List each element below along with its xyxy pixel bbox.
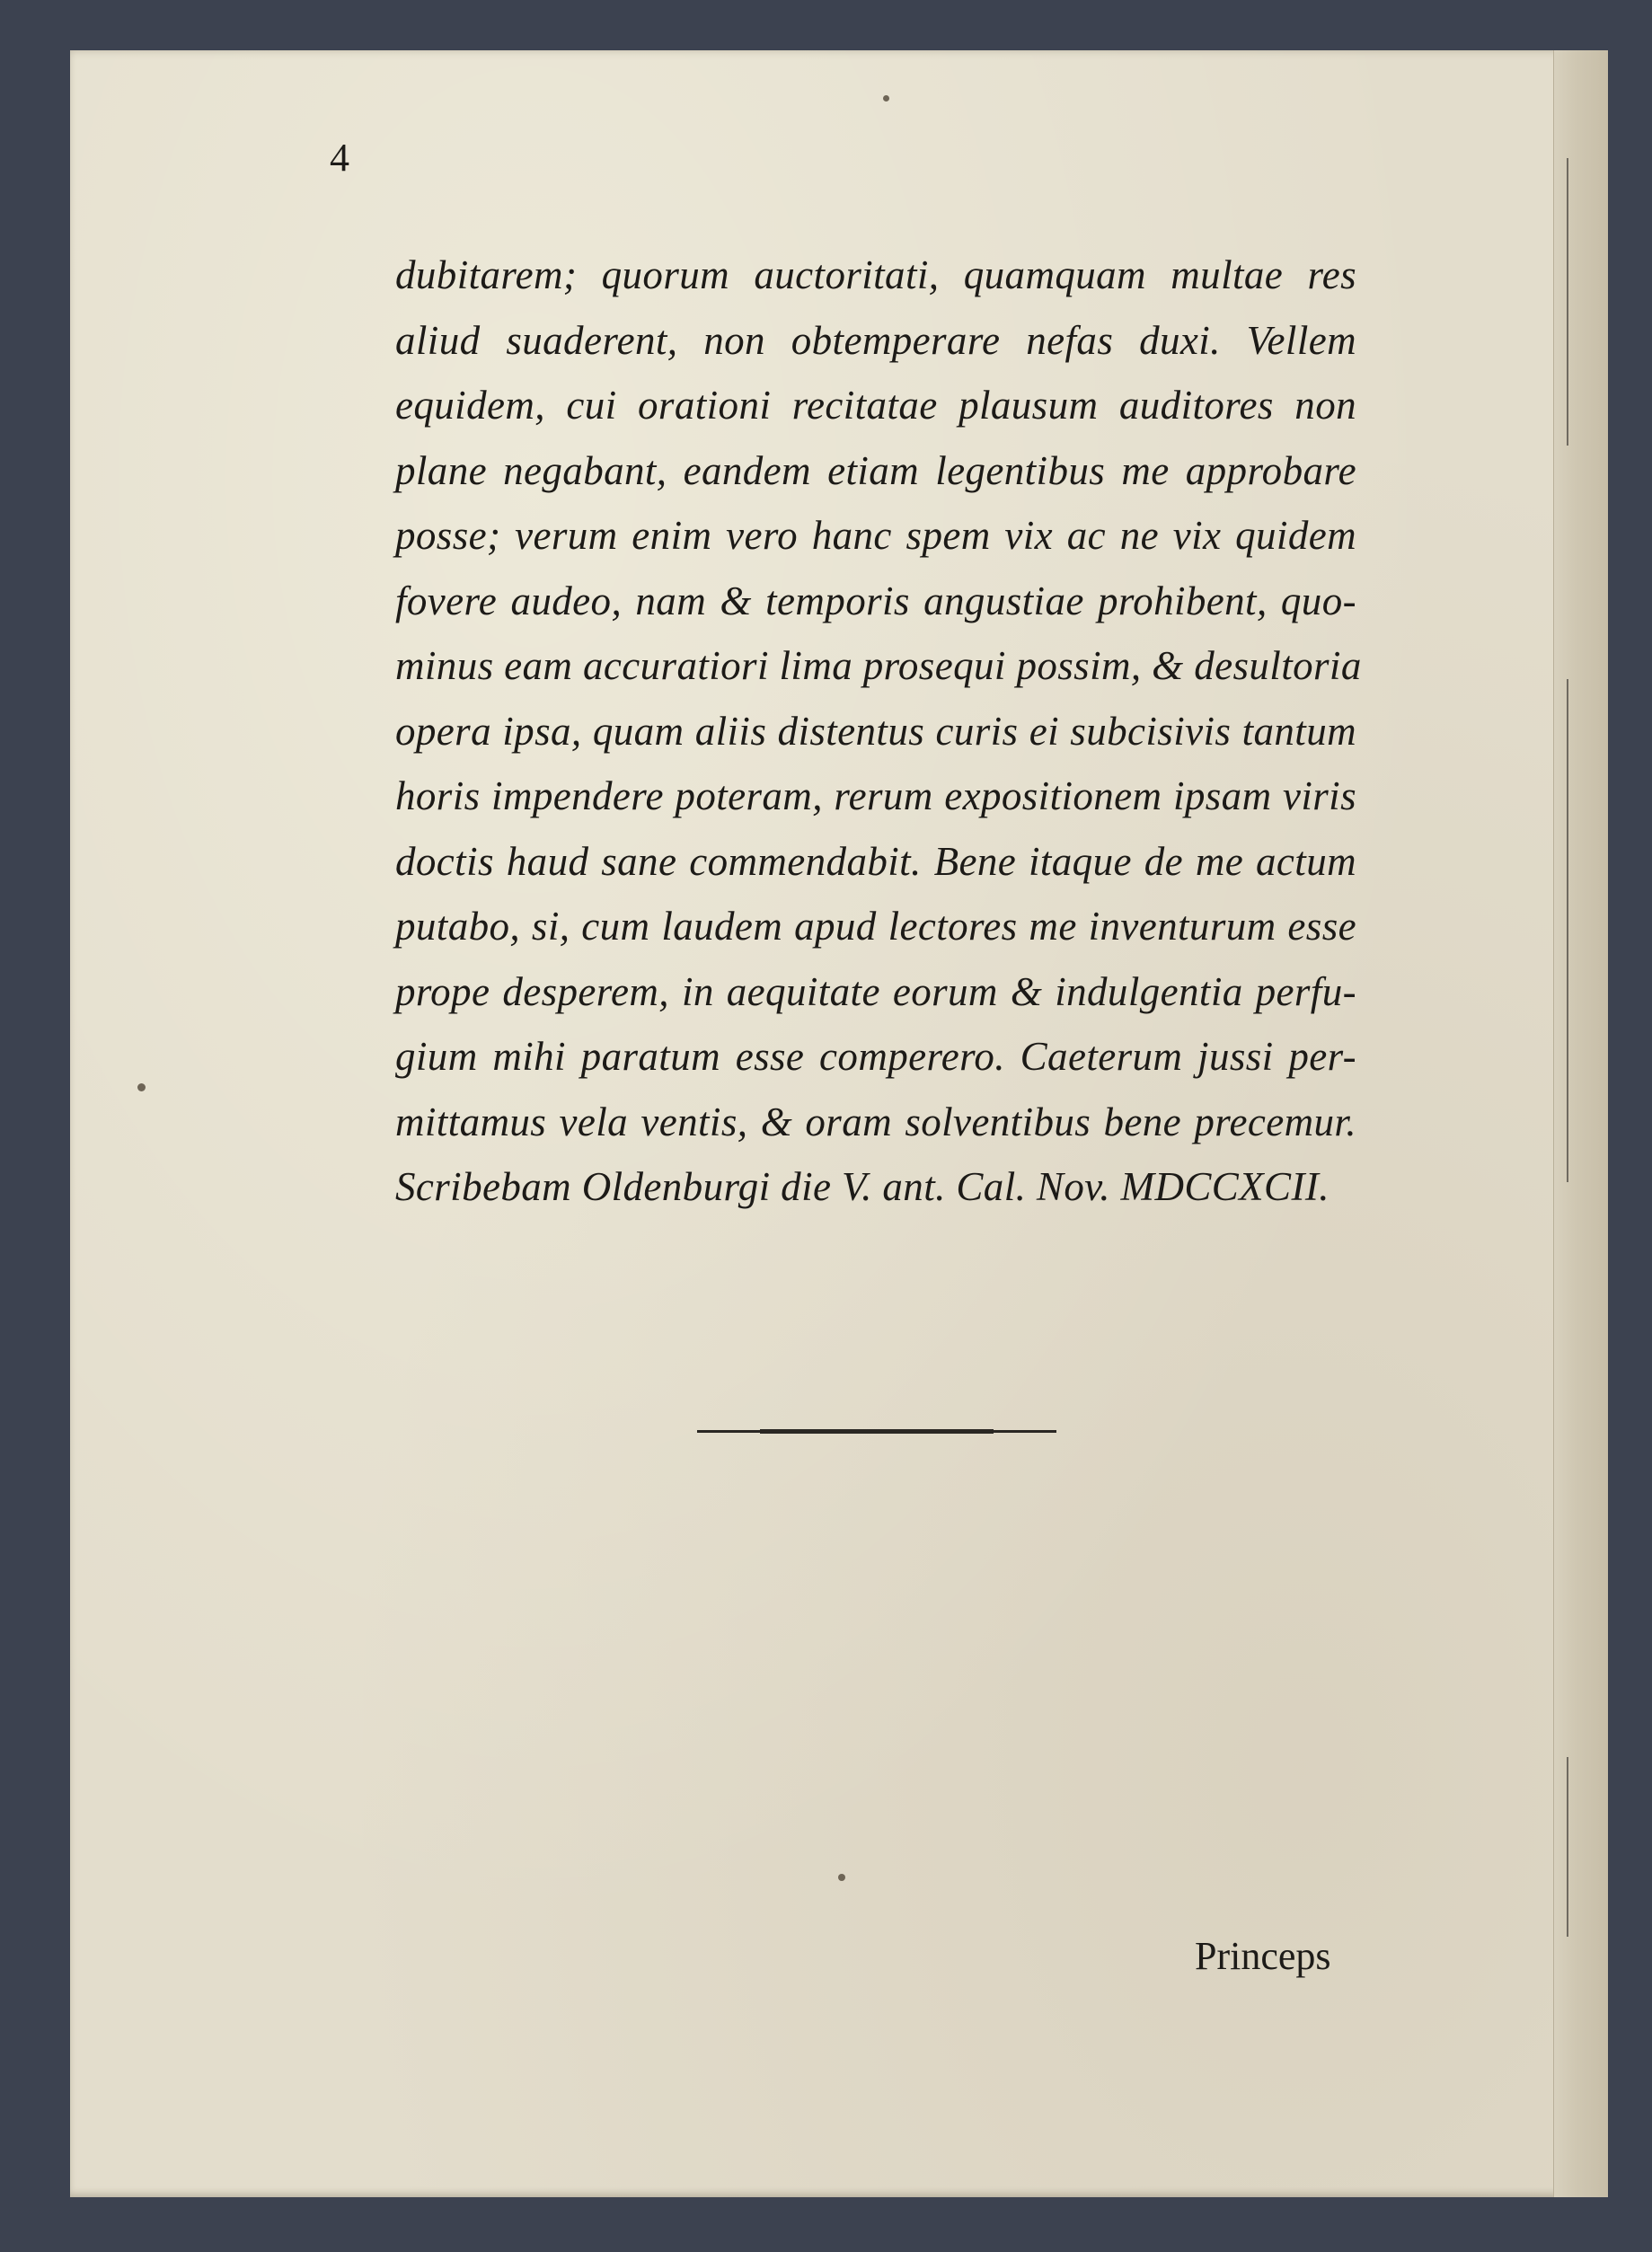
- text-line: Scribebam Oldenburgi die V. ant. Cal. Nov. MDCCXCII.: [395, 1164, 1330, 1209]
- text-line: aliud suaderent, non obtemperare nefas duxi. Vellem: [395, 317, 1356, 363]
- text-line: fovere audeo, nam & temporis angustiae prohibent, quo-: [395, 578, 1356, 623]
- text-line: prope desperem, in aequitate eorum & indulgentia perfu-: [395, 968, 1356, 1014]
- binding-stitch: [1567, 1757, 1568, 1937]
- text-line: plane negabant, eandem etiam legentibus me approbare: [395, 447, 1356, 493]
- text-line: putabo, si, cum laudem apud lectores me inventurum esse: [395, 904, 1356, 949]
- binding-stitch: [1567, 158, 1568, 446]
- text-line: mittamus vela ventis, & oram solventibus bene precemur.: [395, 1099, 1356, 1144]
- binding-stitch: [1567, 679, 1568, 1182]
- text-line: minus eam accuratiori lima prosequi possim, & desultoria: [395, 643, 1362, 688]
- catchword: Princeps: [1195, 1934, 1331, 1978]
- body-text: [395, 243, 1362, 1220]
- paper-speck: [883, 95, 889, 102]
- page-spine: [1553, 50, 1608, 2197]
- decorative-rule: [697, 1430, 1056, 1433]
- text-line: posse; verum enim vero hanc spem vix ac ne vix quidem: [395, 513, 1356, 558]
- paper-speck: [838, 1874, 845, 1881]
- text-line: doctis haud sane commendabit. Bene itaque de me actum: [395, 838, 1356, 884]
- page-number: 4: [330, 136, 349, 180]
- text-line: gium mihi paratum esse comperero. Caeterum jussi per-: [395, 1034, 1356, 1079]
- text-line: horis impendere poteram, rerum expositionem ipsam viris: [395, 773, 1356, 818]
- text-line: opera ipsa, quam aliis distentus curis ei subcisivis tantum: [395, 708, 1356, 754]
- text-line: equidem, cui orationi recitatae plausum auditores non: [395, 383, 1356, 428]
- paper-speck: [137, 1083, 146, 1091]
- text-line: dubitarem; quorum auctoritati, quamquam multae res: [395, 252, 1356, 297]
